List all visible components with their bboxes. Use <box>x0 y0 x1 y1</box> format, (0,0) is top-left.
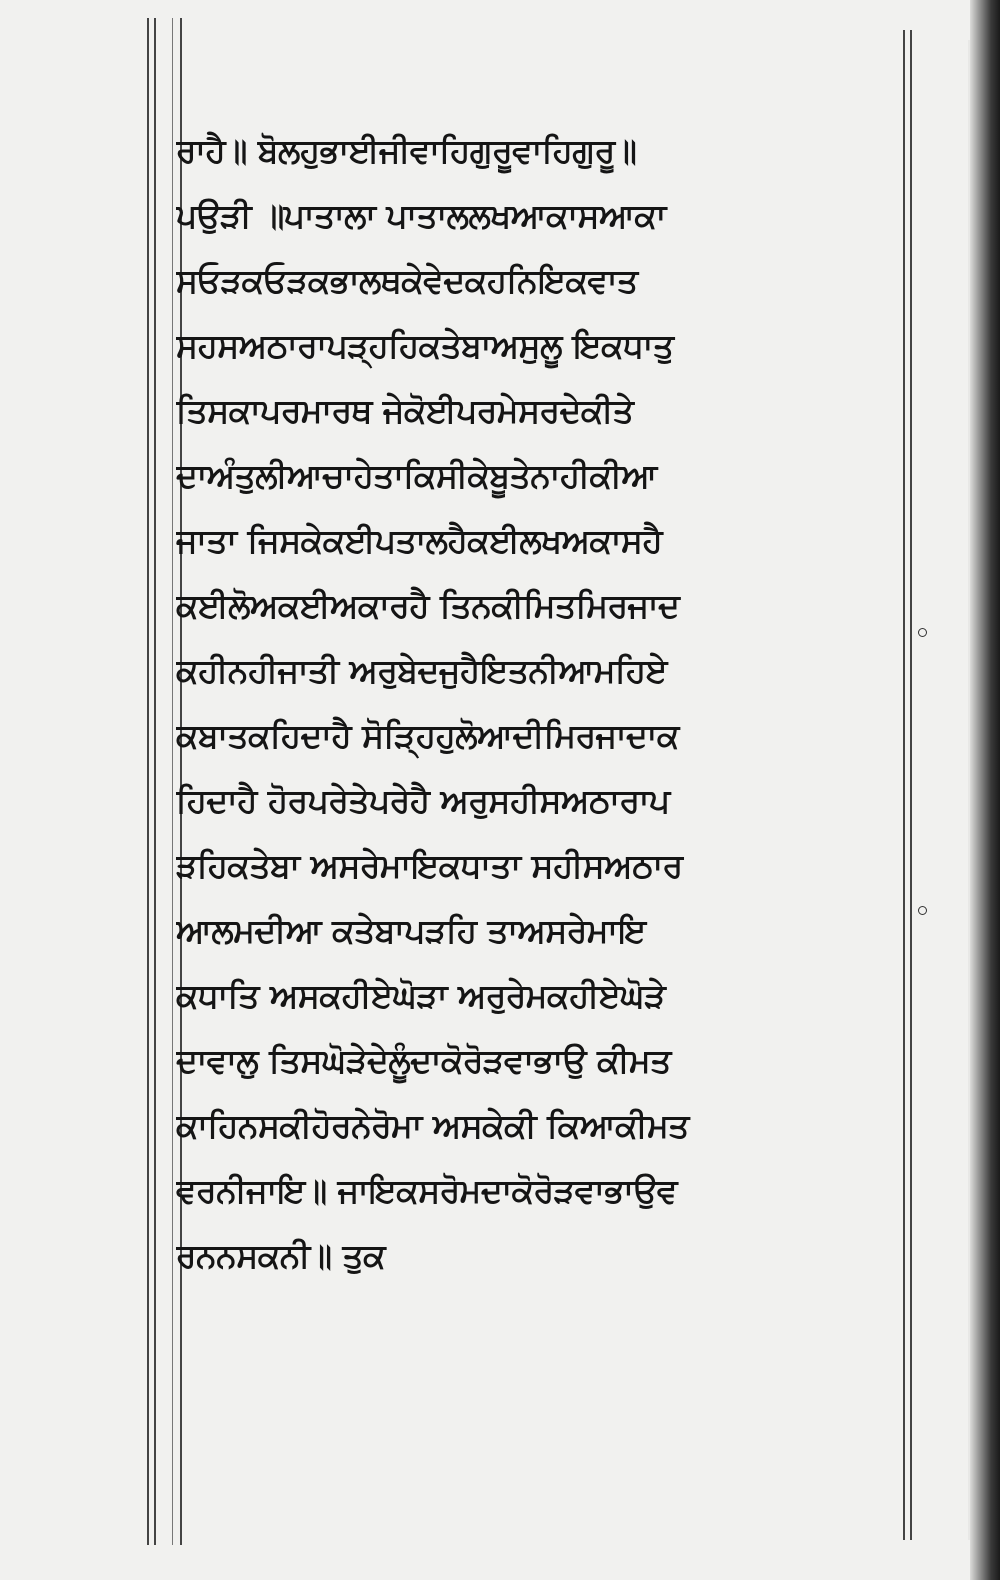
text-line: ੜਹਿਕਤੇਬਾ ਅਸਰੇਮਾਇਕਧਾਤਾ ਸਹੀਸਅਠਾਰ <box>176 846 683 885</box>
text-line: ਸਹਸਅਠਾਰਾਪੜ੍ਹਹਿਕਤੇਬਾਅਸੁਲੂ ਇਕਧਾਤੁ <box>176 326 674 365</box>
left-margin-rule <box>154 18 156 1545</box>
text-line: ਦਾਅੰਤੁਲੀਆਚਾਹੇਤਾਕਿਸੀਕੇਬੂਤੇਨਾਹੀਕੀਆ <box>176 456 657 495</box>
text-line: ਦਾਵਾਲੁ ਤਿਸਘੋੜੇਦੇਲੂੰਦਾਕੋਰੋੜਵਾਭਾਉ ਕੀਮਤ <box>176 1041 671 1080</box>
text-line: ਰਾਹੈ॥ ਬੋਲਹੁਭਾਈਜੀਵਾਹਿਗੁਰੂਵਾਹਿਗੁਰੂ॥ <box>176 131 637 170</box>
text-line: ਜਾਤਾ ਜਿਸਕੇਕਈਪਤਾਲਹੈਕਈਲਖਅਕਾਸਹੈ <box>176 521 663 560</box>
text-line: ਆਲਮਦੀਆ ਕਤੇਬਾਪੜਹਿ ਤਾਅਸਰੇਮਾਇ <box>176 911 646 950</box>
text-line: ਸਓੜਕਓੜਕਭਾਲਥਕੇਵੇਦਕਹਨਿਇਕਵਾਤ <box>176 261 638 300</box>
text-line: ਰਨਨਸਕਨੀ॥ ਤੁਕ <box>176 1236 386 1275</box>
left-margin-rule <box>172 18 173 1545</box>
margin-dot-mark <box>918 906 927 915</box>
text-line: ਕਧਾਤਿ ਅਸਕਹੀਏਘੋੜਾ ਅਰੁਰੇਮਕਹੀਏਘੋੜੇ <box>176 976 666 1015</box>
text-line: ਕਬਾਤਕਹਿਦਾਹੈ ਸੋੜ੍ਹਿਹੁਲੋਆਦੀਮਿਰਜਾਦਾਕ <box>176 716 679 755</box>
text-line: ਕਈਲੋਅਕਈਅਕਾਰਹੈ ਤਿਨਕੀਮਿਤਮਿਰਜਾਦ <box>176 586 680 625</box>
left-margin-rule <box>147 18 149 1545</box>
text-line: ਤਿਸਕਾਪਰਮਾਰਥ ਜੇਕੋਈਪਰਮੇਸਰਦੇਕੀਤੇ <box>176 391 634 430</box>
margin-dot-mark <box>918 628 927 637</box>
text-line: ਵਰਨੀਜਾਇ॥ ਜਾਇਕਸਰੋਮਦਾਕੋਰੋੜਵਾਭਾਉਵ <box>176 1171 677 1210</box>
book-binding-edge <box>970 0 1000 1580</box>
text-line: ਹਿਦਾਹੈ ਹੋਰਪਰੇਤੇਪਰੇਹੈ ਅਰੁਸਹੀਸਅਠਾਰਾਪ <box>176 781 670 820</box>
text-line: ਕਾਹਿਨਸਕੀਹੋਰਨੇਰੋਮਾ ਅਸਕੇਕੀ ਕਿਆਕੀਮਤ <box>176 1106 689 1145</box>
text-line: ਕਹੀਨਹੀਜਾਤੀ ਅਰੁਬੇਦਜੁਹੈਇਤਨੀਆਮਹਿਏ <box>176 651 667 690</box>
text-line: ਪਉੜੀ ॥ਪਾਤਾਲਾ ਪਾਤਾਲਲਖਆਕਾਸਆਕਾ <box>176 196 666 235</box>
manuscript-text-block <box>176 118 911 1288</box>
